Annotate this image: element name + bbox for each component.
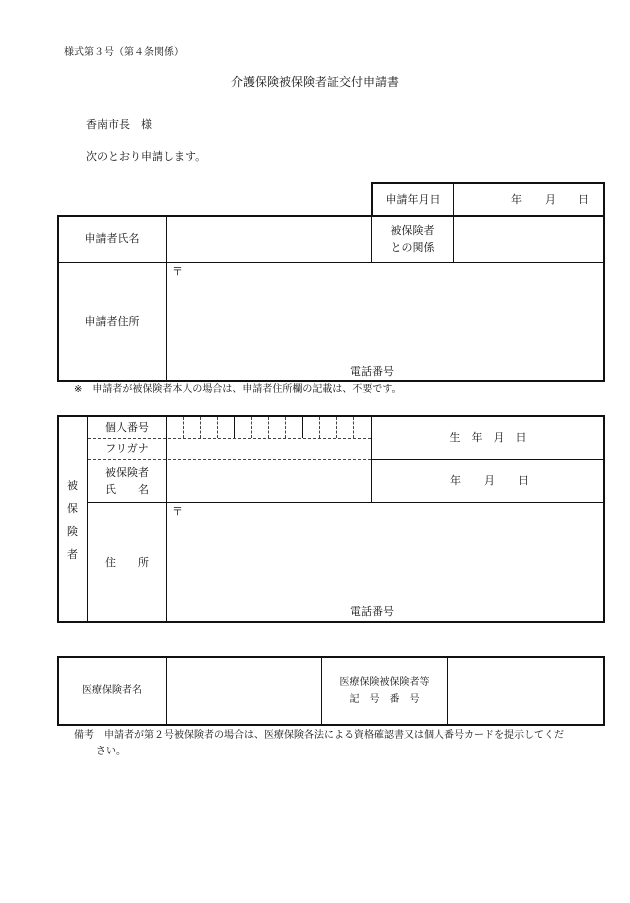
page-title: 介護保険被保険者証交付申請書 bbox=[230, 75, 399, 89]
insured-label-divider bbox=[166, 416, 167, 622]
date-month: 月 bbox=[545, 193, 556, 206]
birthdate-mid-line bbox=[372, 459, 604, 460]
applicant-row-line bbox=[58, 262, 604, 263]
applicant-name-label: 申請者氏名 bbox=[84, 232, 140, 245]
applicant-postal-mark: 〒 bbox=[172, 265, 183, 278]
personal-number-label: 個人番号 bbox=[105, 421, 149, 434]
insured-label-char-2: 保 bbox=[67, 502, 78, 515]
birth-year: 年 bbox=[450, 474, 461, 487]
digit-cell bbox=[183, 417, 184, 438]
digit-cell bbox=[251, 417, 252, 438]
date-day: 日 bbox=[578, 193, 589, 206]
digit-cell bbox=[336, 417, 337, 438]
medical-number-label-2: 記 号 番 号 bbox=[349, 694, 420, 705]
digit-cell bbox=[234, 417, 235, 438]
digit-cell bbox=[353, 417, 354, 438]
date-divider bbox=[453, 183, 454, 216]
date-year: 年 bbox=[511, 193, 522, 206]
medical-divider-3 bbox=[447, 657, 448, 725]
application-date-label: 申請年月日 bbox=[385, 193, 441, 206]
digit-cell bbox=[302, 417, 303, 438]
intro-text: 次のとおり申請します。 bbox=[86, 150, 207, 163]
medical-divider-1 bbox=[166, 657, 167, 725]
remarks-line-2: さい。 bbox=[96, 746, 126, 757]
personal-number-dash-line bbox=[88, 438, 371, 439]
digit-cell bbox=[217, 417, 218, 438]
insured-label-char-1: 被 bbox=[67, 479, 78, 492]
medical-number-label-1: 医療保険被保険者等 bbox=[339, 677, 430, 688]
addressee: 香南市長 様 bbox=[86, 118, 152, 131]
relation-label-2: との関係 bbox=[390, 241, 435, 254]
insured-label-char-3: 険 bbox=[67, 525, 78, 538]
applicant-label-divider bbox=[166, 216, 167, 381]
medical-divider-2 bbox=[321, 657, 322, 725]
applicant-note: ※ 申請者が被保険者本人の場合は、申請者住所欄の記載は、不要です。 bbox=[74, 384, 402, 395]
insured-name-label-1: 被保険者 bbox=[105, 466, 149, 479]
relation-label-1: 被保険者 bbox=[390, 224, 435, 237]
relation-divider-left bbox=[371, 216, 372, 262]
remarks-line-1: 備考 申請者が第２号被保険者の場合は、医療保険各法による資格確認書又は個人番号カードを提示してくだ bbox=[74, 730, 564, 741]
digit-cell bbox=[319, 417, 320, 438]
insured-address-label: 住 所 bbox=[105, 556, 149, 569]
applicant-phone-label: 電話番号 bbox=[350, 365, 394, 378]
birth-day: 日 bbox=[518, 474, 529, 487]
insured-label-char-4: 者 bbox=[67, 548, 78, 561]
insured-name-label-2: 氏 名 bbox=[105, 483, 149, 496]
medical-insurer-label: 医療保険者名 bbox=[82, 685, 142, 696]
insured-postal-mark: 〒 bbox=[172, 505, 183, 518]
digit-cell bbox=[285, 417, 286, 438]
birthdate-label: 生 年 月 日 bbox=[449, 431, 527, 444]
digit-cell bbox=[268, 417, 269, 438]
insured-address-line bbox=[88, 502, 604, 503]
applicant-address-label: 申請者住所 bbox=[84, 315, 140, 328]
insured-phone-label: 電話番号 bbox=[350, 605, 394, 618]
relation-divider-right bbox=[453, 216, 454, 262]
furigana-label: フリガナ bbox=[105, 442, 149, 455]
form-number: 様式第３号（第４条関係） bbox=[64, 47, 184, 58]
furigana-dash-line bbox=[88, 459, 371, 460]
birth-month: 月 bbox=[484, 474, 495, 487]
digit-cell bbox=[200, 417, 201, 438]
